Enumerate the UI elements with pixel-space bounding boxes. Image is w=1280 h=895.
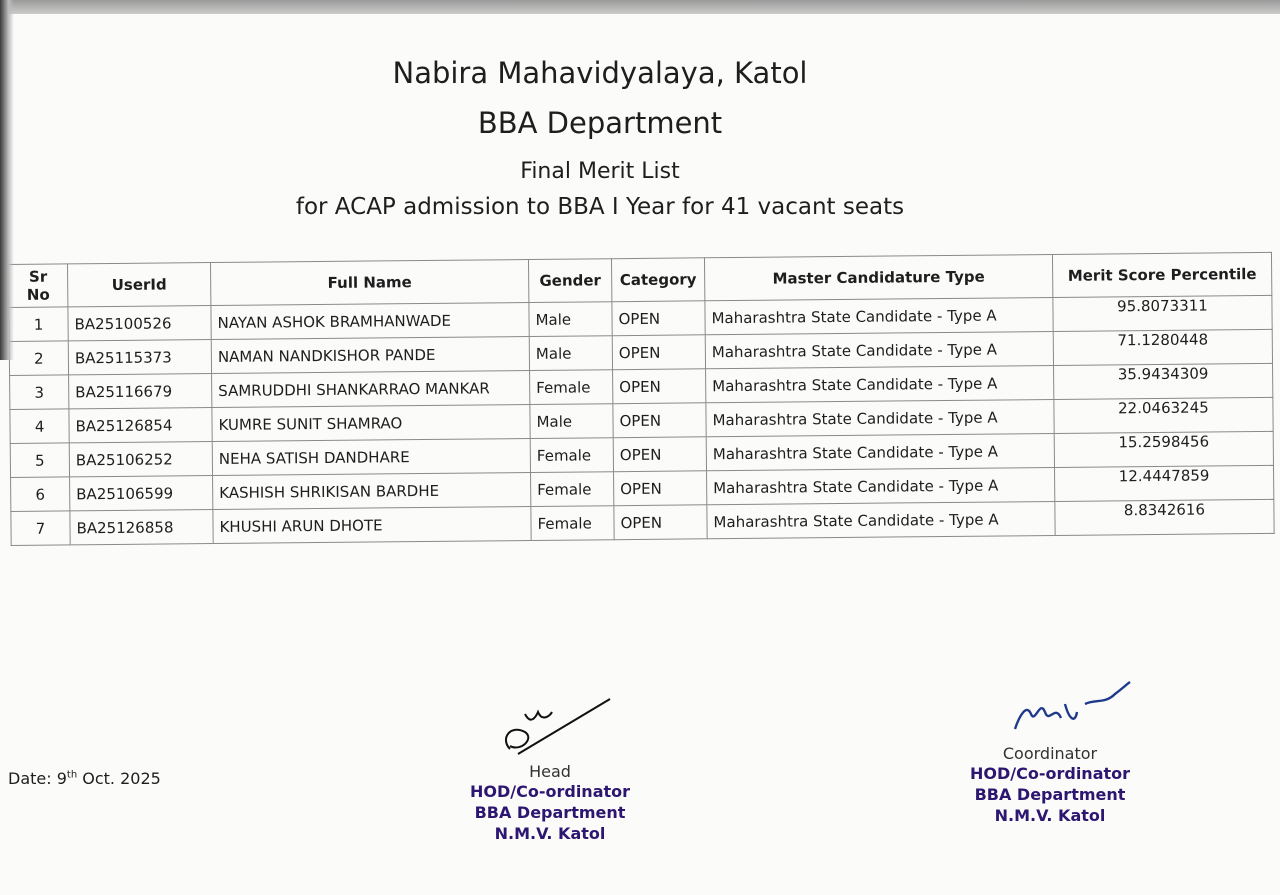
category-cell: OPEN bbox=[613, 403, 706, 438]
full-name-cell: KUMRE SUNIT SHAMRAO bbox=[212, 404, 530, 441]
head-role-label: Head bbox=[529, 762, 571, 781]
sr-no-cell: 2 bbox=[9, 341, 68, 376]
head-stamp-line-1: HOD/Co-ordinator bbox=[469, 782, 631, 801]
sr-no-cell: 7 bbox=[11, 511, 70, 546]
head-signature bbox=[480, 694, 620, 762]
column-header-sr-no: Sr No bbox=[9, 264, 68, 308]
full-name-cell: SAMRUDDHI SHANKARRAO MANKAR bbox=[212, 370, 530, 407]
head-stamp-line-3: N.M.V. Katol bbox=[494, 824, 606, 843]
userid-cell: BA25126858 bbox=[70, 510, 213, 545]
merit-score-cell: 15.2598456 bbox=[1054, 431, 1273, 467]
merit-score-cell: 8.8342616 bbox=[1055, 499, 1274, 535]
gender-cell: Female bbox=[531, 506, 614, 541]
gender-cell: Male bbox=[529, 336, 612, 371]
coordinator-role-label: Coordinator bbox=[1002, 744, 1098, 763]
userid-cell: BA25126854 bbox=[69, 408, 212, 443]
photo-left-edge-shadow bbox=[0, 0, 14, 360]
category-cell: OPEN bbox=[612, 301, 705, 336]
merit-table-wrapper bbox=[8, 252, 1275, 546]
category-cell: OPEN bbox=[613, 437, 706, 472]
sr-no-cell: 1 bbox=[9, 307, 68, 342]
full-name-cell: KASHISH SHRIKISAN BARDHE bbox=[213, 472, 531, 509]
full-name-cell: KHUSHI ARUN DHOTE bbox=[213, 506, 531, 543]
coordinator-signature-block bbox=[940, 674, 1160, 826]
list-subtitle: for ACAP admission to BBA I Year for 41 vacant seats bbox=[295, 194, 905, 220]
category-cell: OPEN bbox=[614, 471, 707, 506]
gender-cell: Female bbox=[530, 370, 613, 405]
full-name-cell: NAMAN NANDKISHOR PANDE bbox=[211, 337, 529, 374]
gender-cell: Female bbox=[530, 438, 613, 473]
merit-score-cell: 95.8073311 bbox=[1053, 295, 1272, 331]
candidature-type-cell: Maharashtra State Candidate - Type A bbox=[705, 331, 1053, 368]
list-title: Final Merit List bbox=[520, 159, 680, 184]
column-header-gender: Gender bbox=[528, 259, 611, 303]
candidature-type-cell: Maharashtra State Candidate - Type A bbox=[706, 433, 1054, 470]
category-cell: OPEN bbox=[613, 369, 706, 404]
document-date bbox=[8, 769, 161, 788]
coordinator-stamp-line-1: HOD/Co-ordinator bbox=[969, 764, 1131, 783]
merit-score-cell: 12.4447859 bbox=[1055, 465, 1274, 501]
date-suffix: Oct. 2025 bbox=[77, 769, 161, 788]
date-prefix: Date: 9 bbox=[8, 769, 67, 788]
userid-cell: BA25100526 bbox=[68, 306, 211, 341]
sr-no-cell: 4 bbox=[10, 409, 69, 444]
category-cell: OPEN bbox=[614, 505, 707, 540]
candidature-type-cell: Maharashtra State Candidate - Type A bbox=[706, 365, 1054, 402]
userid-cell: BA25115373 bbox=[68, 340, 211, 375]
gender-cell: Male bbox=[530, 404, 613, 439]
date-ordinal: th bbox=[66, 769, 78, 781]
sr-no-cell: 5 bbox=[10, 443, 69, 478]
full-name-cell: NEHA SATISH DANDHARE bbox=[212, 438, 530, 475]
column-header-full-name: Full Name bbox=[210, 260, 528, 306]
candidature-type-cell: Maharashtra State Candidate - Type A bbox=[707, 501, 1055, 538]
head-stamp-line-2: BBA Department bbox=[474, 803, 626, 822]
candidature-type-cell: Maharashtra State Candidate - Type A bbox=[707, 467, 1055, 504]
userid-cell: BA25116679 bbox=[69, 374, 212, 409]
merit-score-cell: 22.0463245 bbox=[1054, 397, 1273, 433]
userid-cell: BA25106599 bbox=[70, 476, 213, 511]
document-page bbox=[0, 14, 1280, 895]
column-header-userid: UserId bbox=[68, 263, 211, 307]
column-header-category: Category bbox=[611, 258, 704, 302]
candidature-type-cell: Maharashtra State Candidate - Type A bbox=[706, 399, 1054, 436]
head-signature-block bbox=[440, 694, 660, 844]
institution-title: Nabira Mahavidyalaya, Katol bbox=[392, 56, 808, 90]
full-name-cell: NAYAN ASHOK BRAMHANWADE bbox=[211, 303, 529, 340]
merit-table bbox=[8, 252, 1275, 546]
department-title: BBA Department bbox=[477, 106, 723, 140]
candidature-type-cell: Maharashtra State Candidate - Type A bbox=[705, 297, 1053, 334]
column-header-merit-score: Merit Score Percentile bbox=[1052, 252, 1271, 297]
gender-cell: Male bbox=[529, 302, 612, 337]
merit-score-cell: 35.9434309 bbox=[1054, 363, 1273, 399]
userid-cell: BA25106252 bbox=[69, 442, 212, 477]
merit-score-cell: 71.1280448 bbox=[1053, 329, 1272, 365]
category-cell: OPEN bbox=[612, 335, 705, 370]
coordinator-signature bbox=[965, 674, 1135, 744]
sr-no-cell: 6 bbox=[11, 477, 70, 512]
gender-cell: Female bbox=[531, 472, 614, 507]
coordinator-stamp-line-3: N.M.V. Katol bbox=[994, 806, 1106, 825]
sr-no-cell: 3 bbox=[10, 375, 69, 410]
column-header-candidature-type: Master Candidature Type bbox=[704, 254, 1052, 300]
coordinator-stamp-line-2: BBA Department bbox=[974, 785, 1126, 804]
